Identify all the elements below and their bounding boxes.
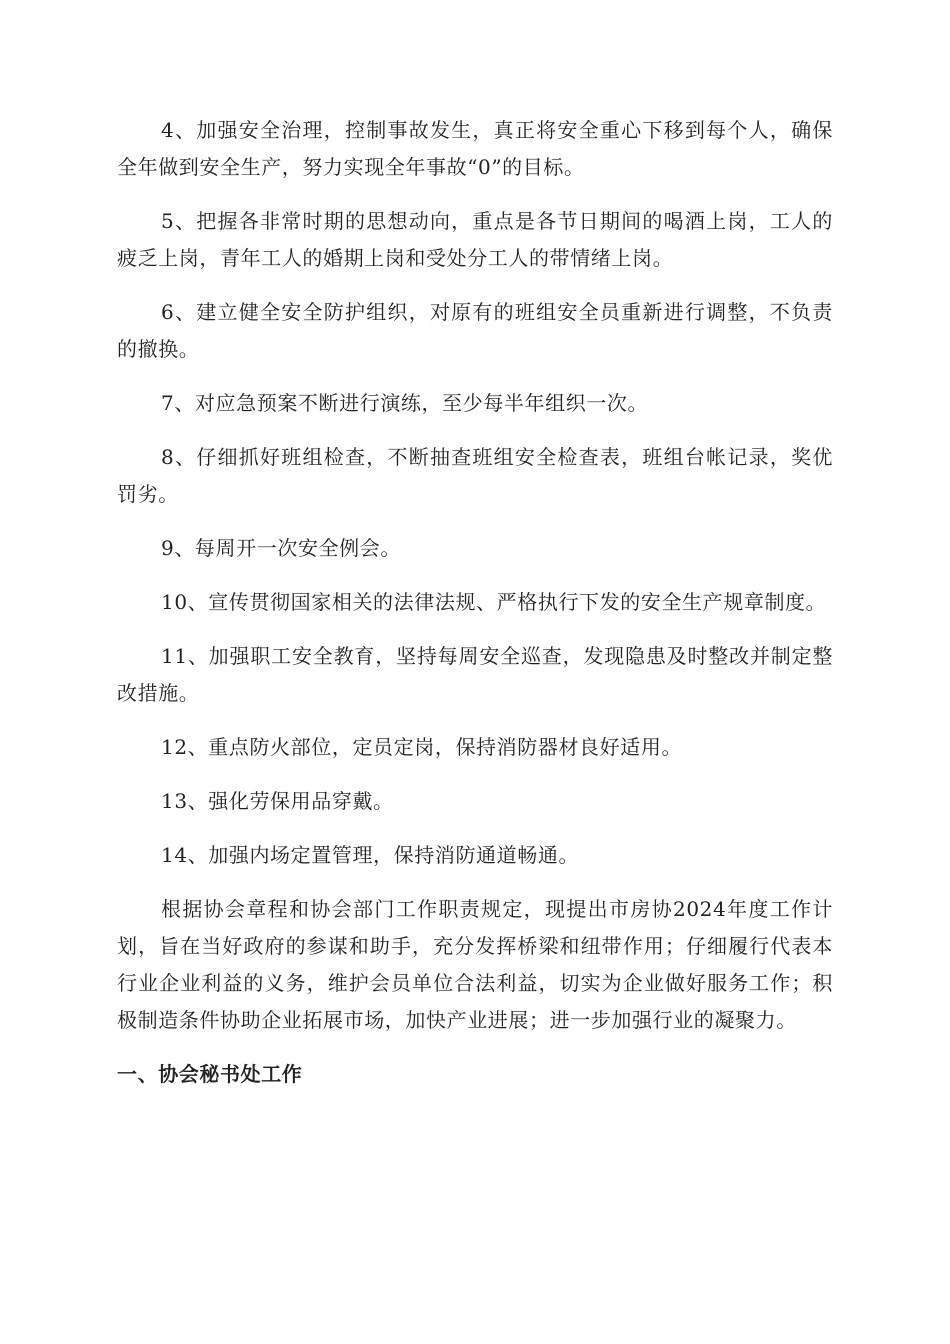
paragraph-item-12: 12、重点防火部位，定员定岗，保持消防器材良好适用。 <box>161 735 683 759</box>
paragraph-item-8: 8、仔细抓好班组检查，不断抽查班组安全检查表，班组台帐记录，奖优罚劣。 <box>117 445 833 506</box>
paragraph-item-13: 13、强化劳保用品穿戴。 <box>161 789 394 813</box>
paragraph-item-6: 6、建立健全安全防护组织，对原有的班组安全员重新进行调整，不负责的撤换。 <box>117 300 833 361</box>
paragraph-item-11: 11、加强职工安全教育，坚持每周安全巡查，发现隐患及时整改并制定整改措施。 <box>117 644 833 705</box>
paragraph-item-5: 5、把握各非常时期的思想动向，重点是各节日期间的喝酒上岗，工人的疲乏上岗，青年工人的婚期上岗和受处分工人的带情绪上岗。 <box>117 209 833 270</box>
paragraph-item-10: 10、宣传贯彻国家相关的法律法规、严格执行下发的安全生产规章制度。 <box>161 590 827 614</box>
section-heading: 一、协会秘书处工作 <box>117 1062 303 1086</box>
paragraph-intro: 根据协会章程和协会部门工作职责规定，现提出市房协2024年度工作计划，旨在当好政府的参谋和助手，充分发挥桥梁和纽带作用；仔细履行代表本行业企业利益的义务，维护会员单位合法利益，切实为企业做好服务工作；积极制造条件协助企业拓展市场，加快产业进展；进一步加强行业的凝聚力。 <box>117 897 833 1032</box>
document-body <box>117 112 833 1093</box>
paragraph-item-4: 4、加强安全治理，控制事故发生，真正将安全重心下移到每个人，确保全年做到安全生产，努力实现全年事故“0”的目标。 <box>117 118 833 179</box>
paragraph-item-7: 7、对应急预案不断进行演练，至少每半年组织一次。 <box>161 391 649 415</box>
paragraph-item-9: 9、每周开一次安全例会。 <box>161 536 401 560</box>
paragraph-item-14: 14、加强内场定置管理，保持消防通道畅通。 <box>161 843 580 867</box>
